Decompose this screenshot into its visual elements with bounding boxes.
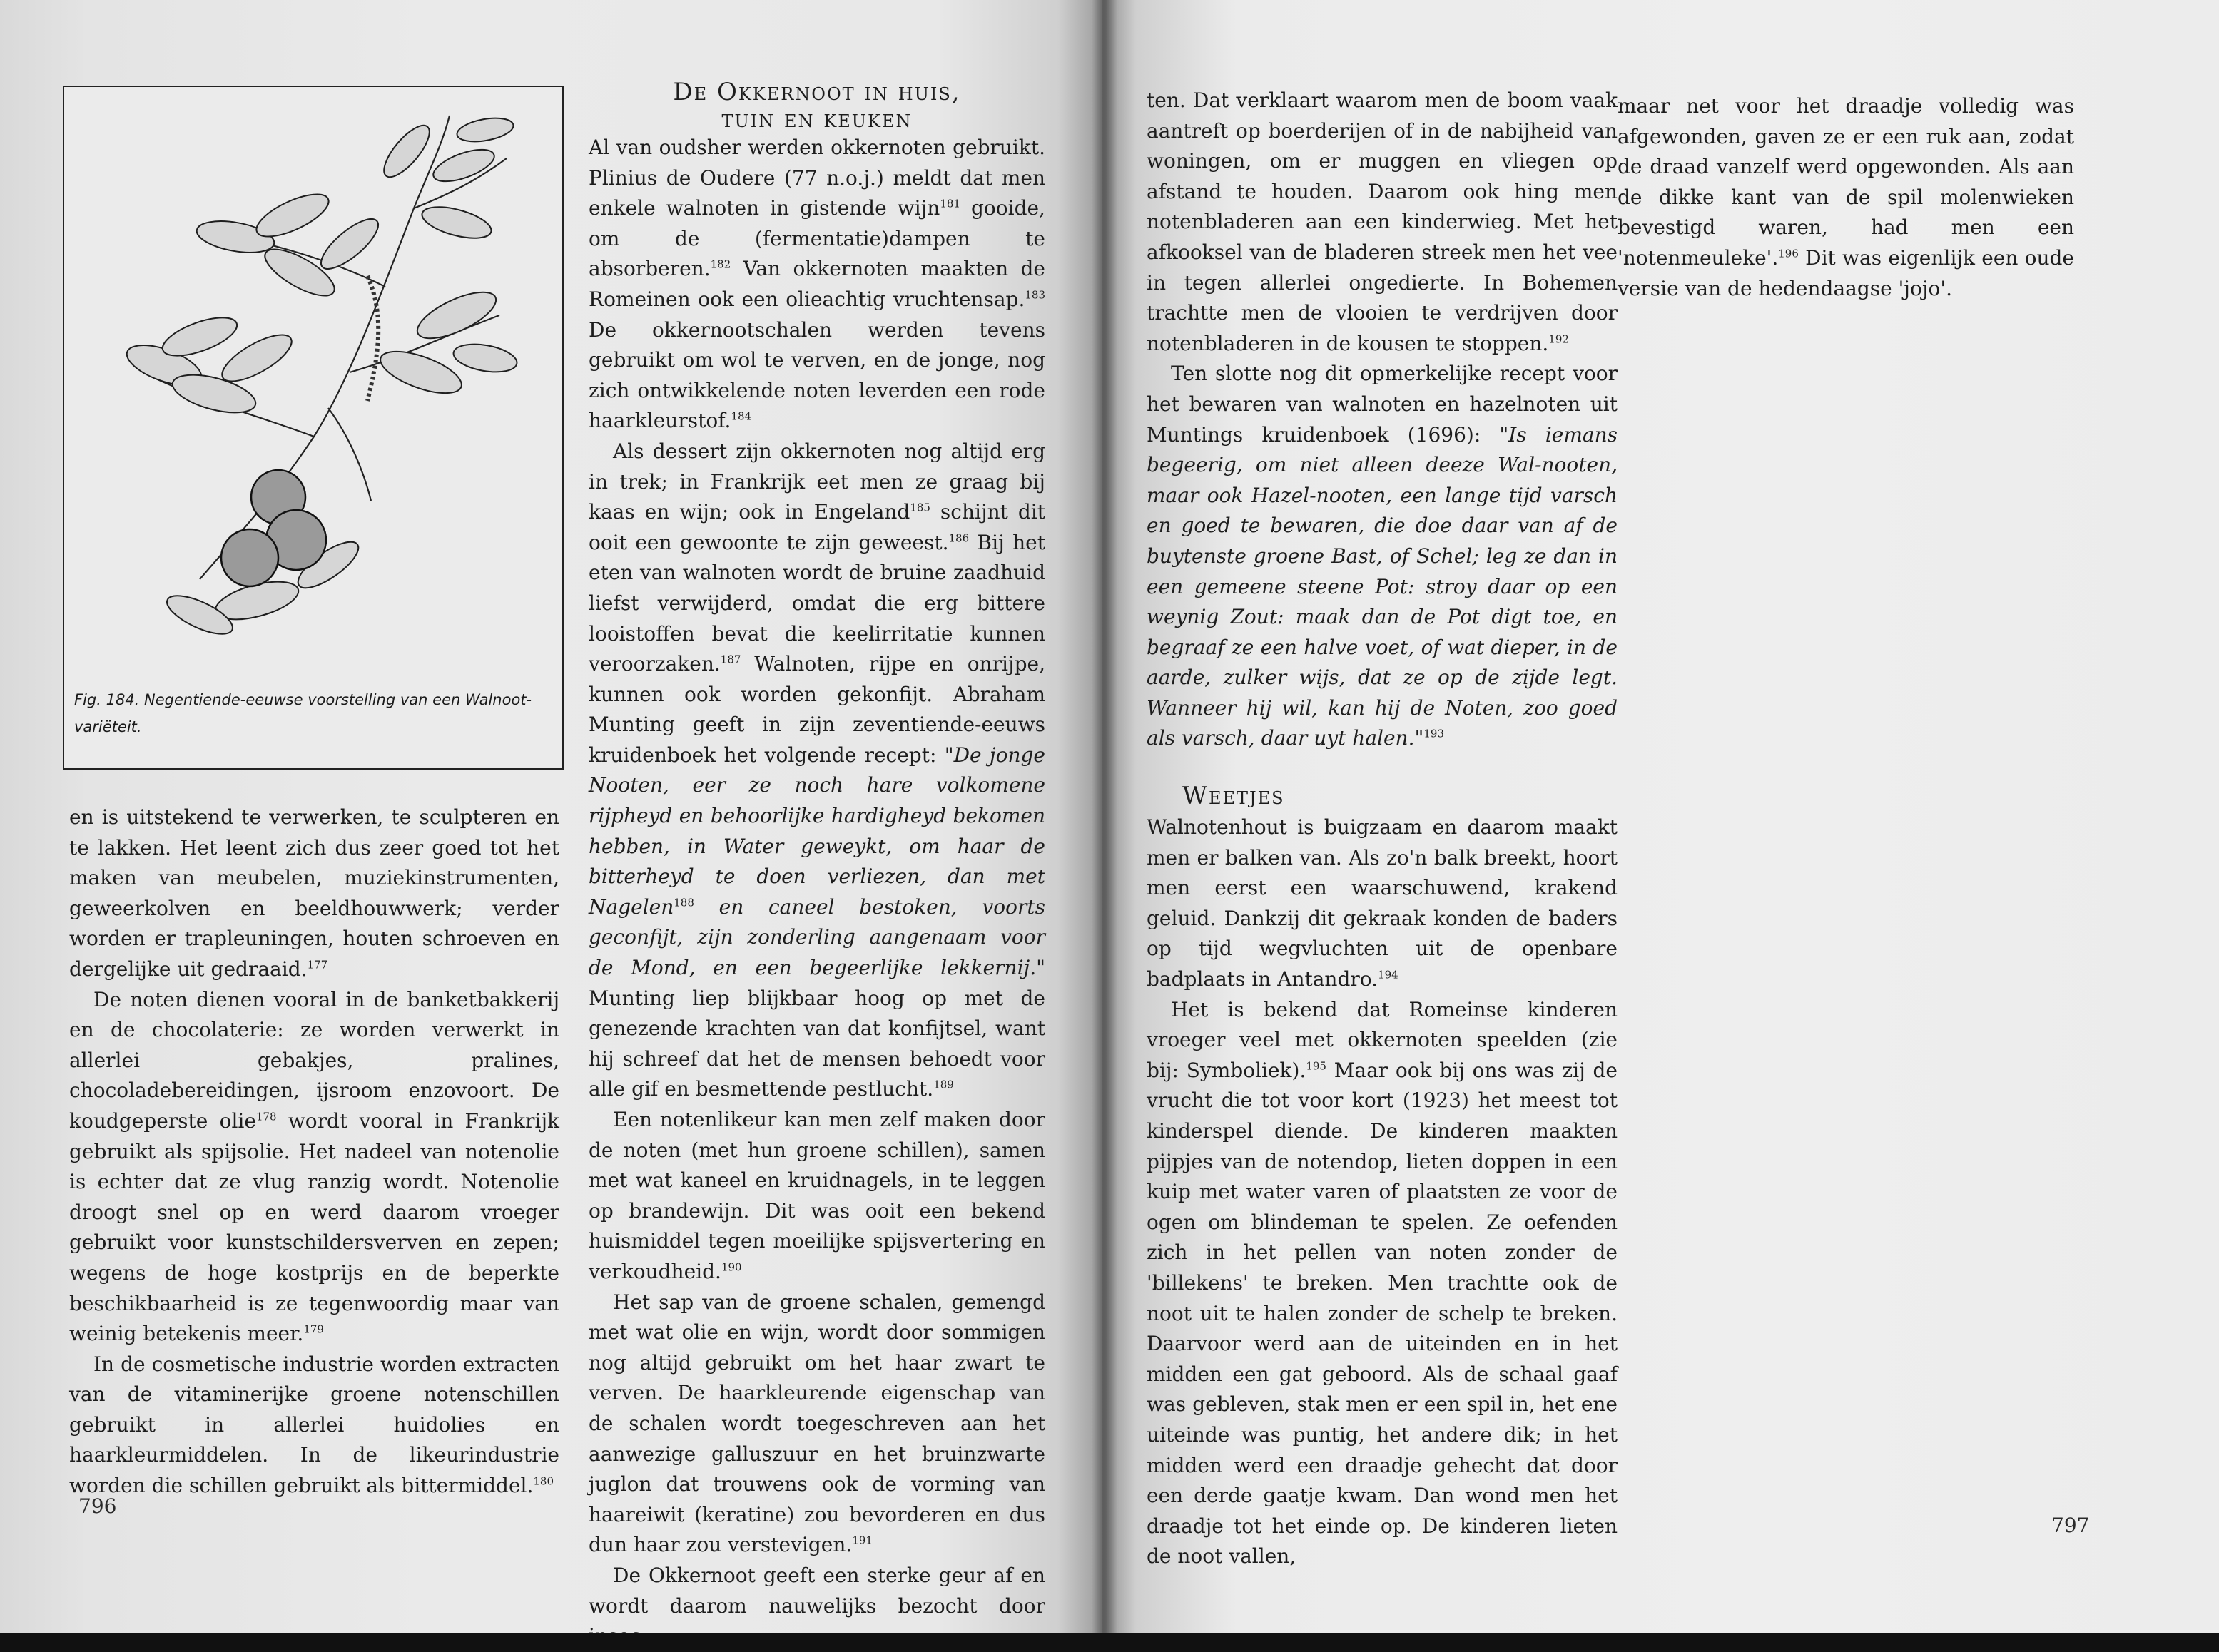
left-column-2 xyxy=(589,78,1045,1652)
bottom-edge xyxy=(0,1633,2219,1652)
paragraph: De Okkernoot geeft een sterke geur af en wordt daarom nauwelijks bezocht door xyxy=(589,1563,1045,1618)
paragraph: Al van oudsher werden okkernoten gebruikt. Plinius de Oudere (77 n.o.j.) meldt dat men enkele walnoten in gistende wijn$^{181}$ gooide, om de (fermentatie)dampen te absorberen.$^{182}$ Van okkernoten maakten de Romeinen ook een olieachtig vruchtensap.$^{183}$ De okkernootschalen werden tevens gebruikt om wol te verven, en de jonge, nog zich ontwikkelende noten leverden een rode haarkleurstof.$^{184}$ xyxy=(589,136,1045,433)
figure-walnut-illustration xyxy=(63,86,564,770)
right-page xyxy=(1102,0,2219,1633)
paragraph: maar net voor het draadje volledig was afgewonden, gaven ze er een ruk aan, zodat de draad vanzelf werd opgewonden. Als aan de dikke kant van de spil molenwieken bevestigd waren, had men een 'notenmeuleke'.$^{196}$ Dit was eigenlijk een oude versie van de hedendaagse 'jojo'. xyxy=(1618,94,2074,300)
right-column-2 xyxy=(1618,91,2074,304)
paragraph: Walnotenhout is buigzaam en daarom maakt men er balken van. Als zo'n balk breekt, hoort men eerst een waarschuwend, krakend geluid. Dankzij dit gekraak konden de baders op tijd wegvluchten uit de openbare badplaats in Antandro.$^{194}$ xyxy=(1147,815,1618,991)
left-column-1 xyxy=(69,802,559,1501)
book-spine-shadow xyxy=(1092,0,1117,1633)
page-number: 796 xyxy=(78,1494,117,1518)
right-column-1 xyxy=(1147,86,1618,1572)
paragraph: De noten dienen vooral in de banketbakkerij en de chocolaterie: ze worden verwerkt in allerlei gebakjes, pralines, chocoladebereidingen, ijsroom enzovoort. De koudgeperste olie$^{178}$ wordt vooral in Frankrijk gebruikt als spijsolie. Het nadeel van notenolie is echter dat ze vlug ranzig wordt. Notenolie droogt snel op en werd daarom vroeger gebruikt voor kunstschildersverven en zepen; wegens de hoge kostprijs en de beperkte beschikbaarheid is ze tegenwoordig maar van weinig betekenis meer.$^{179}$ xyxy=(69,987,559,1346)
paragraph: ten. Dat verklaart waarom men de boom vaak aantreft op boerderijen of in de nabijheid van woningen, om er muggen en vliegen op afstand te houden. Daarom ook hing men notenbladeren aan een kinderwieg. Met het afkooksel van de bladeren streek men het vee in tegen allerlei ongedierte. In Bohemen trachtte men de vlooien te verdrijven door notenbladeren in de kousen te stoppen.$^{192}$ xyxy=(1147,88,1618,355)
left-page xyxy=(0,0,1102,1633)
section-heading: De Okkernoot in huis, tuin en keuken xyxy=(673,78,961,133)
section-heading-weetjes: Weetjes xyxy=(1182,782,1285,811)
paragraph: Ten slotte nog dit opmerkelijke recept voor het bewaren van walnoten en hazelnoten uit Muntings kruidenboek (1696): "Is iemans begeerig, om niet alleen deeze Wal-nooten, maar ook Hazel-nooten, een lange tijd varsch en goed te bewaren, die doe daar van af de buytenste groene Bast, of Schel; leg ze dan in een gemeene steene Pot: stroy daar op een weynig Zout: maak dan de Pot digt toe, en begraaf ze een halve voet, of wat dieper, in de aarde, zulker wijs, dat ze op de zijde legt. Wanneer hij wil, kan hij de Noten, zoo goed als varsch, daar uyt halen."$^{193}$ xyxy=(1147,362,1618,750)
page-number: 797 xyxy=(2051,1514,2090,1537)
paragraph: Het sap van de groene schalen, gemengd met wat olie en wijn, wordt door sommigen nog altijd gebruikt om het haar zwart te verven. De haarkleurende eigenschap van de schalen wordt toegeschreven aan het aanwezige galluszuur en het bruinzwarte juglon dat trouwens ook de vorming van haareiwit (keratine) zou bevorderen en dus dun haar zou verstevigen.$^{191}$ xyxy=(589,1290,1045,1557)
paragraph: Het is bekend dat Romeinse kinderen vroeger veel met okkernoten speelden (zie bij: Symboliek).$^{195}$ Maar ook bij ons was zij de vrucht die tot voor kort (1923) het meest tot kinderspel diende. De kinderen maakten pijpjes van de notendop, lieten doppen in een kuip met water varen of plaatsten ze voor de ogen om blindeman te spelen. Ze oefenden zich in het pellen van noten zonder de 'billekens' te breken. Men trachtte ook de noot uit te halen zonder de schelp te breken. Daarvoor werd aan de uiteinden en in het midden een gat geboord. Als de schaal gaaf was gebleven, stak men er een spil in, het ene uiteinde was puntig, het andere dik; in het midden werd een draadje gehecht dat door een derde gaatje kwam. Dan wond men het draadje tot het einde op. De kinderen lieten de noot vallen, xyxy=(1147,997,1618,1569)
figure-caption: Fig. 184. Negentiende-eeuwse voorstelling van een Walnoot-variëteit. xyxy=(74,691,532,735)
paragraph: Als dessert zijn okkernoten nog altijd erg in trek; in Frankrijk eet men ze graag bij kaas en wijn; ook in Engeland$^{185}$ schijnt dit ooit een gewoonte te zijn geweest.$^{186}$ Bij het eten van walnoten wordt de bruine zaadhuid liefst verwijderd, omdat die erg bittere looistoffen bevat die keelirritatie kunnen veroorzaken.$^{187}$ Walnoten, rijpe en onrijpe, kunnen ook worden gekonfijt. Abraham Munting geeft in zijn zeventiende-eeuws kruidenboek het volgende recept: "De jonge Nooten, eer ze noch hare volkomene rijpheyd en behoorlijke hardigheyd bekomen hebben, in Water geweykt, om haar de bitterheyd te doen verliezen, dan met Nagelen$^{188}$ en caneel bestoken, voorts geconfijt, zijn zonderling aangenaam voor de Mond, en een begeerlijke lekkernij." Munting liep blijkbaar hoog op met de genezende krachten van dat konfijtsel, want hij schreef dat het de mensen behoedt voor alle gif en besmettende pestlucht.$^{189}$ xyxy=(589,439,1046,1101)
walnut-branch-illustration xyxy=(114,101,514,672)
paragraph: en is uitstekend te verwerken, te sculpteren en te lakken. Het leent zich dus zeer goed tot het maken van meubelen, muziekinstrumenten, geweerkolven en beeldhouwwerk; verder worden er trapleuningen, houten schroeven en dergelijke uit gedraaid.$^{177}$ xyxy=(69,805,559,981)
paragraph: In de cosmetische industrie worden extracten van de vitaminerijke groene notenschillen gebruikt in allerlei huidolies en haarkleurmiddelen. In de likeurindustrie worden die schillen gebruikt als bittermiddel.$^{180}$ xyxy=(69,1352,559,1498)
paragraph: Een notenlikeur kan men zelf maken door de noten (met hun groene schillen), samen met wat kaneel en kruidnagels, in te leggen op brandewijn. Dit was ooit een bekend huismiddel tegen moeilijke spijsvertering en verkoudheid.$^{190}$ xyxy=(589,1108,1045,1283)
